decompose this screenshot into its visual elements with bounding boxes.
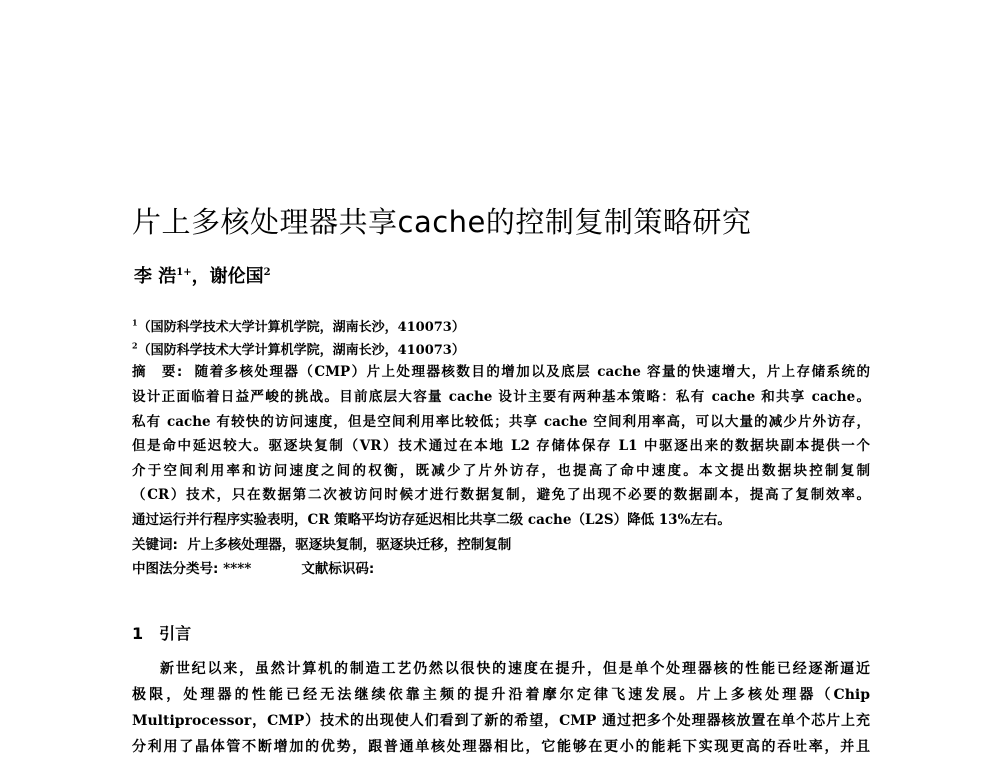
affiliation-text: （国防科学技术大学计算机学院，湖南长沙，410073）	[137, 320, 465, 335]
author-name: 李 浩	[134, 266, 177, 287]
keywords-text: 片上多核处理器，驱逐块复制，驱逐块迁移，控制复制	[187, 537, 512, 553]
author-name: 谢伦国	[209, 266, 264, 287]
author-superscript: 1+	[176, 267, 192, 278]
classification-label: 中图法分类号:	[132, 561, 219, 577]
abstract-line: 但是命中延迟较大。驱逐块复制（VR）技术通过在本地 L2 存储体保存 L1 中驱逐出来的数据块副本提供一个	[132, 438, 870, 454]
abstract-line: 设计正面临着日益严峻的挑战。目前底层大容量 cache 设计主要有两种基本策略：私有 cache 和共享 cache。	[132, 389, 870, 405]
author-list	[134, 262, 271, 288]
author-superscript: 2	[263, 267, 271, 278]
abstract-line	[132, 363, 870, 381]
body-line: 分利用了晶体管不断增加的优势，跟普通单核处理器相比，它能够在更小的能耗下实现更高的吞吐率，并且	[132, 739, 870, 755]
classification	[132, 560, 870, 578]
abstract-line: 介于空间利用率和访问速度之间的权衡，既减少了片外访存，也提高了命中速度。本文提出数据块控制复制	[132, 463, 870, 479]
affiliation	[132, 339, 870, 358]
abstract-line: （CR）技术，只在数据第二次被访问时候才进行数据复制，避免了出现不必要的数据副本，提高了复制效率。	[132, 487, 870, 503]
affiliation-marker: 1	[132, 317, 138, 328]
abstract-label: 摘 要:	[132, 364, 183, 380]
abstract-line: 私有 cache 有较快的访问速度，但是空间利用率比较低；共享 cache 空间利用率高，可以大量的减少片外访存，	[132, 414, 870, 430]
abstract-line: 通过运行并行程序实验表明，CR 策略平均访存延迟相比共享二级 cache（L2S）降低 13%左右。	[132, 512, 731, 528]
section-title: 引言	[159, 624, 192, 643]
keywords-label: 关键词:	[132, 537, 178, 553]
body-line: 新世纪以来，虽然计算机的制造工艺仍然以很快的速度在提升，但是单个处理器核的性能已经逐渐逼近	[160, 661, 870, 677]
classification-value: ****	[223, 561, 252, 577]
affiliation	[132, 316, 870, 335]
abstract-text: 随着多核处理器（CMP）片上处理器核数目的增加以及底层 cache 容量的快速增大，片上存储系统的	[194, 364, 870, 380]
keywords	[132, 536, 870, 554]
section-heading	[132, 621, 191, 644]
body-line: 极限，处理器的性能已经无法继续依靠主频的提升沿着摩尔定律飞速发展。片上多核处理器（Chip	[132, 687, 870, 703]
affiliation-text: （国防科学技术大学计算机学院，湖南长沙，410073）	[137, 343, 465, 358]
affiliation-marker: 2	[132, 340, 138, 351]
author-separator: ，	[191, 266, 210, 287]
document-code-label: 文献标识码:	[301, 561, 375, 577]
body-line: Multiprocessor，CMP）技术的出现使人们看到了新的希望，CMP 通过把多个处理器核放置在单个芯片上充	[132, 713, 870, 729]
paper-title: 片上多核处理器共享cache的控制复制策略研究	[132, 205, 752, 239]
section-number: 1	[132, 624, 144, 643]
